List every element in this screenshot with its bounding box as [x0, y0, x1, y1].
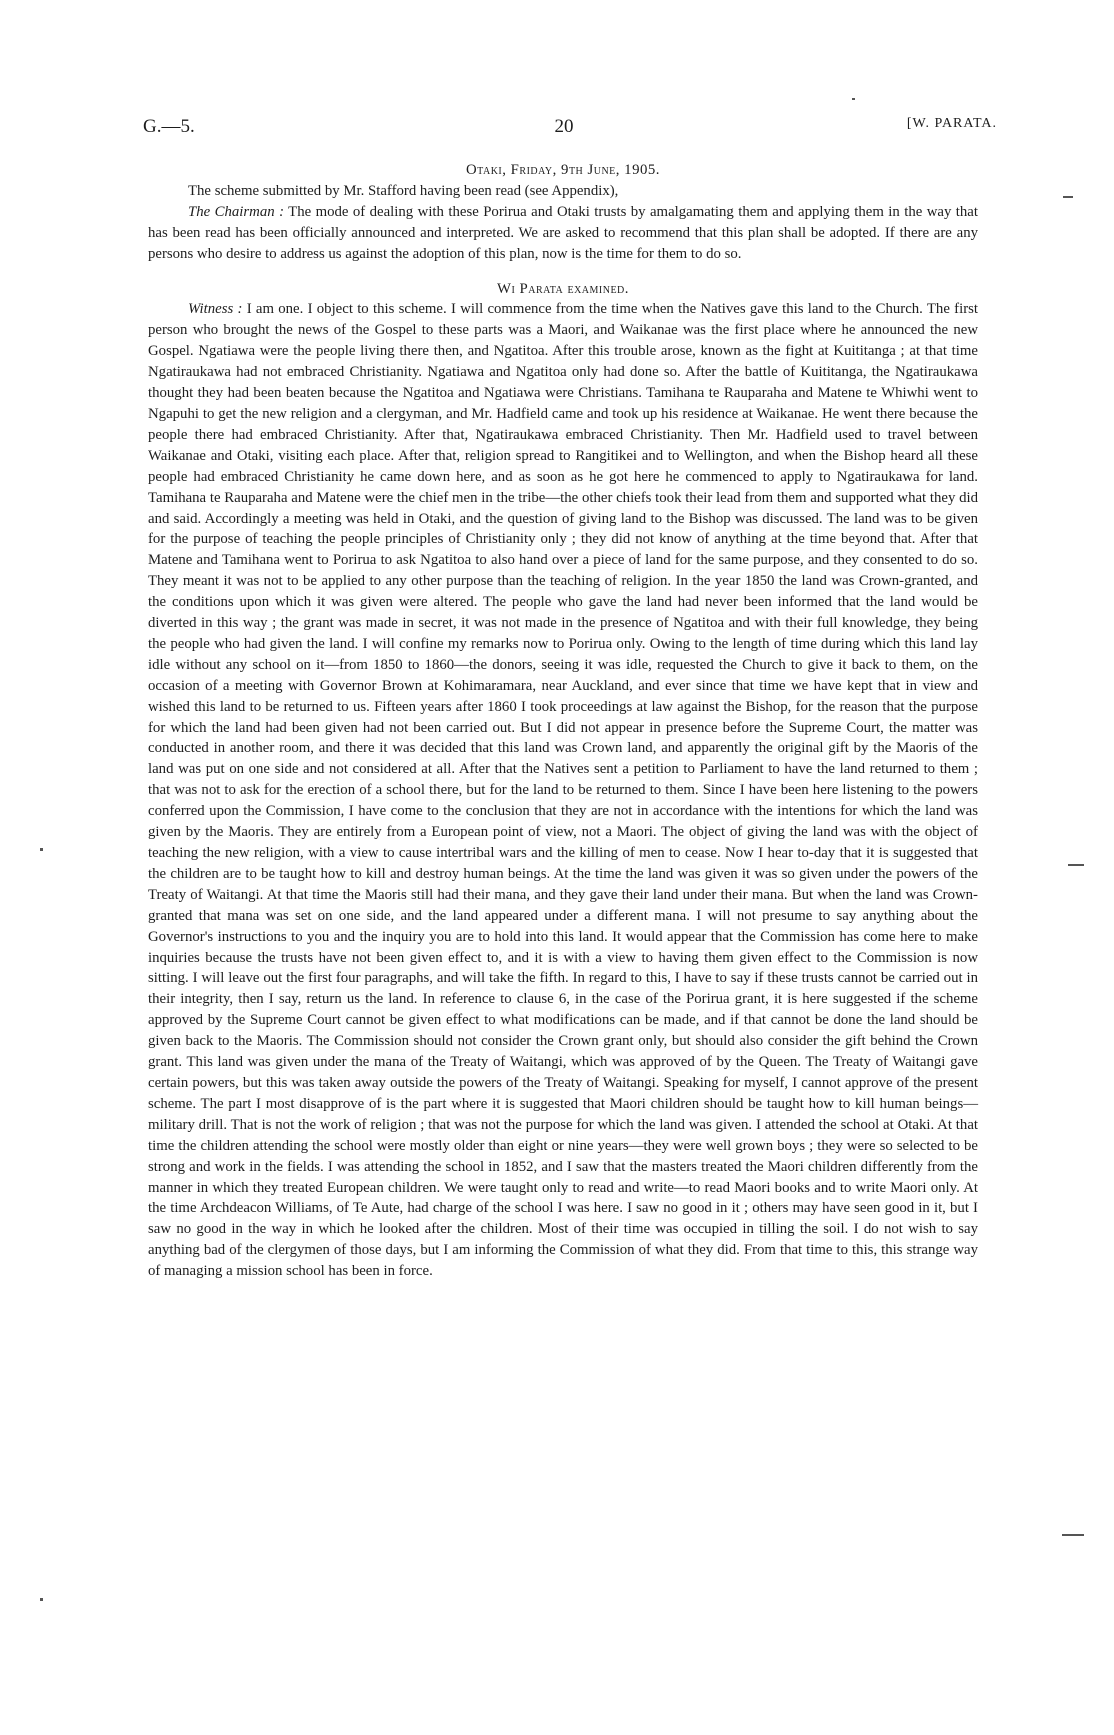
header-running-title: [W. PARATA.	[906, 116, 997, 131]
scan-mark	[1068, 864, 1084, 866]
witness-text: I am one. I object to this scheme. I will commence from the time when the Natives gave this land to the Church. The first person who brought the news of the Gospel to these parts was a Maori, and Waikanae was the first place where he announced the new Gospel. Ngatiawa were the people living there then, and Ngatitoa. After this trouble arose, known as the fight at Kuititanga ; at that time Ngatiraukawa had not embraced Christianity. Ngatiawa and Ngatitoa only had done so. After the battle of Kuititanga, the Ngatiraukawa thought they had been beaten because the Ngatitoa and Ngatiawa were Christians. Tamihana te Rauparaha and Matene te Whiwhi went to Ngapuhi to get the new religion and a clergyman, and Mr. Hadfield came and took up his residence at Waikanae. He went there because the people there had embraced Christianity. After that, Ngatiraukawa embraced Christianity. Then Mr. Hadfield used to travel between Waikanae and Otaki, visiting each place. After that, religion spread to Rangitikei and to Wellington, and when the Bishop heard all these people had embraced Christianity he came down here, and as soon as he got here he commenced to apply to Ngatiraukawa for land. Tamihana te Rauparaha and Matene were the chief men in the tribe—the other chiefs took their lead from them and supported what they did and said. Accordingly a meeting was held in Otaki, and the question of giving land to the Bishop was discussed. The land was to be given for the purpose of teaching the people principles of Christianity only ; they did not know of anything at the time beyond that. After that Matene and Tamihana went to Porirua to ask Ngatitoa to also hand over a piece of land for the same purpose, and they consented to do so. They meant it was not to be applied to any other purpose than the teaching of religion. In the year 1850 the land was Crown-granted, and the conditions upon which it was given were altered. The people who gave the land had never been informed that the land would be diverted in this way ; the grant was made in secret, it was not made in the presence of Ngatitoa and with their full knowledge, they being the people who had given the land. I will confine my remarks now to Porirua only. Owing to the length of time during which this land lay idle without any school on it—from 1850 to 1860—the donors, seeing it was idle, requested the Church to give it back to them, on the occasion of a meeting with Governor Brown at Kohimaramara, near Auckland, and ever since that time we have kept that in view and wished this land to be returned to us. Fifteen years after 1860 I took proceedings at law against the Bishop, for the reason that the purpose for which the land had been given had not been carried out. But I did not appear in presence before the Supreme Court, the matter was conducted in another room, and there it was decided that this land was Crown land, and apparently the original gift by the Maoris of the land was put on one side and not considered at all. After that the Natives sent a petition to Parliament to have the land returned to them ; that was not to ask for the erection of a school there, but for the land to be returned to them. Since I have been here listening to the powers conferred upon the Commission, I have come to the conclusion that they are not in accordance with the intentions for which the land was given by the Maoris. They are entirely from a European point of view, not a Maori. The object of giving the land was with the object of teaching the new religion, with a view to cause intertribal wars and the killing of men to cease. Now I hear to-day that it is suggested that the children are to be taught how to kill and destroy human beings. At the time the land was given it was so given under the powers of the Treaty of Waitangi. At that time the Maoris still had their mana, and they gave their land under their mana. But when the land was Crown-granted that mana was set on one side, and the land appeared under a different mana. I will not presume to say anything about the Governor's instructions to you and the inquiry you are to hold into this land. It would appear that the Commission has come here to make inquiries because the trusts have not been given effect to, and it is with a view to having them given effect to the Commission is now sitting. I will leave out the first four paragraphs, and will take the fifth. In regard to this, I have to say if these trusts cannot be carried out in their integrity, then I say, return us the land. In reference to clause 6, in the case of the Porirua grant, it is here suggested if the scheme approved by the Supreme Court cannot be given effect to what modifications can be made, and if that cannot be done the land should be given back to the Maoris. The Commission should not consider the Crown grant only, but should also consider the gift behind the Crown grant. This land was given under the mana of the Treaty of Waitangi, which was approved of by the Queen. The Treaty of Waitangi gave certain powers, but this was taken away outside the powers of the Treaty of Waitangi. Speaking for myself, I cannot approve of the present scheme. The part I most disapprove of is the part where it is suggested that Maori children should be taught how to kill human beings—military drill. That is not the work of religion ; that was not the purpose for which the land was given. I attended the school at Otaki. At that time the children attending the school were mostly older than eight or nine years—they were well grown boys ; they were so selected to be strong and work in the fields. I was attending the school in 1852, and I saw that the masters treated the Maori children differently from the manner in which they treated European children. We were taught only to read and write—to read Maori books and to write Maori only. At the time Archdeacon Williams, of Te Aute, had charge of the school I was here. I saw no good in it ; others may have seen good in it, but I saw no good in the way in which he looked after the children. Most of their time was occupied in tilling the soil. I do not wish to say anything bad of the clergymen of those days, but I am informing the Commission of what they did. From that time to this, this strange way of managing a mission school has been in force.	[148, 301, 978, 1280]
witness-speaker: Witness :	[188, 301, 243, 318]
scan-mark	[40, 1598, 43, 1601]
examination-heading: Wi Parata examined.	[497, 280, 629, 297]
session-heading: Otaki, Friday, 9th June, 1905.	[466, 162, 660, 178]
scan-mark	[1063, 196, 1073, 198]
session-intro	[148, 181, 978, 202]
witness-paragraph	[148, 299, 978, 1282]
section-spacer	[148, 265, 978, 279]
chairman-text: The mode of dealing with these Porirua and Otaki trusts by amalgamating them and applying them in the way that has been read has been officially announced and interpreted. We are asked to recommend that this plan shall be adopted. If there are any persons who desire to address us against the adoption of this plan, now is the time for them to do so.	[148, 203, 978, 262]
document-body	[148, 160, 978, 1282]
scan-mark	[40, 848, 43, 851]
scan-mark	[1062, 1534, 1084, 1536]
chairman-paragraph	[148, 202, 978, 265]
chairman-speaker: The Chairman :	[188, 203, 284, 220]
scan-mark	[852, 98, 855, 100]
session-intro-text: The scheme submitted by Mr. Stafford having been read (see Appendix),	[188, 182, 619, 199]
page-header	[143, 116, 997, 140]
header-document-code: G.—5.	[143, 116, 195, 137]
header-page-number: 20	[554, 116, 574, 137]
